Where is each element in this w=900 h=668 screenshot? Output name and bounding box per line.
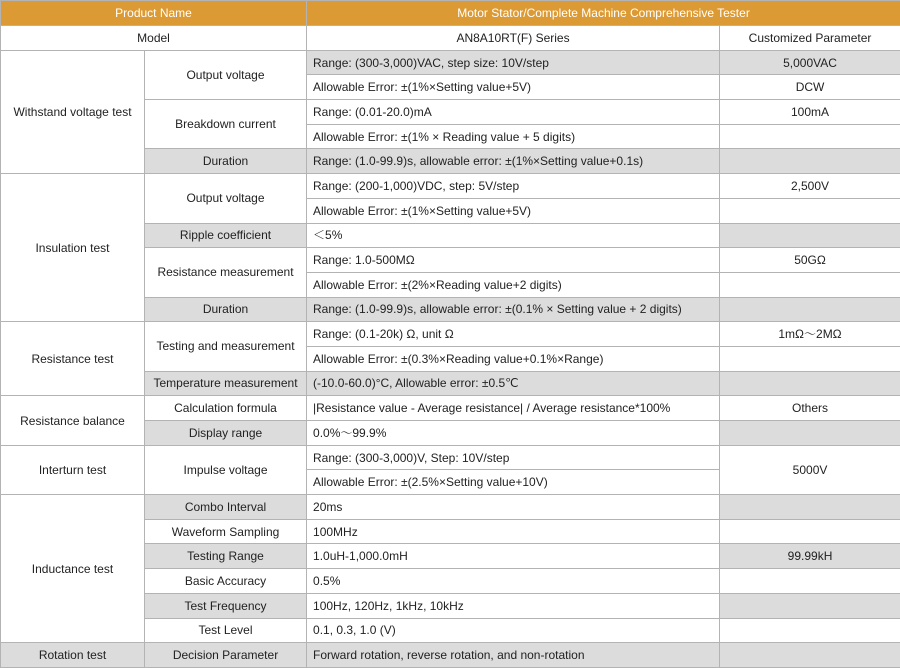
empty-cell — [720, 643, 900, 668]
inductance-label: Waveform Sampling — [145, 519, 307, 544]
empty-cell — [720, 371, 900, 396]
table-row — [1, 495, 900, 520]
withstand-output-voltage: Output voltage — [145, 50, 307, 99]
withstand-duration: Duration — [145, 149, 307, 174]
balance-category: Resistance balance — [1, 396, 145, 445]
resistance-tm-custom: 1mΩ～2MΩ — [720, 322, 900, 347]
withstand-bd-custom: 100mA — [720, 100, 900, 125]
inductance-label: Basic Accuracy — [145, 569, 307, 594]
empty-cell — [720, 421, 900, 446]
table-row — [1, 322, 900, 347]
insulation-ov-range: Range: (200-1,000)VDC, step: 5V/step — [307, 174, 720, 199]
interturn-iv-error: Allowable Error: ±(2.5%×Setting value+10V) — [307, 470, 720, 495]
resistance-testing: Testing and measurement — [145, 322, 307, 371]
balance-formula-value: |Resistance value - Average resistance| / Average resistance*100% — [307, 396, 720, 421]
insulation-res-custom: 50GΩ — [720, 248, 900, 273]
insulation-ripple-value: ＜5% — [307, 223, 720, 248]
product-name-value: Motor Stator/Complete Machine Comprehensive Tester — [307, 1, 900, 26]
withstand-duration-value: Range: (1.0-99.9)s, allowable error: ±(1%×Setting value+0.1s) — [307, 149, 720, 174]
rotation-category: Rotation test — [1, 643, 145, 668]
insulation-resistance: Resistance measurement — [145, 248, 307, 297]
model-value: AN8A10RT(F) Series — [307, 26, 720, 51]
interturn-iv-range: Range: (300-3,000)V, Step: 10V/step — [307, 445, 720, 470]
resistance-temperature-value: (-10.0-60.0)°C, Allowable error: ±0.5℃ — [307, 371, 720, 396]
withstand-ov-error: Allowable Error: ±(1%×Setting value+5V) — [307, 75, 720, 100]
empty-cell — [720, 272, 900, 297]
table-row — [1, 643, 900, 668]
model-row — [1, 26, 900, 51]
empty-cell — [720, 297, 900, 322]
insulation-duration-value: Range: (1.0-99.9)s, allowable error: ±(0.1% × Setting value + 2 digits) — [307, 297, 720, 322]
inductance-custom: 99.99kH — [720, 544, 900, 569]
withstand-ov-custom2: DCW — [720, 75, 900, 100]
empty-cell — [720, 346, 900, 371]
product-name-label: Product Name — [1, 1, 307, 26]
insulation-duration: Duration — [145, 297, 307, 322]
customized-parameter-header: Customized Parameter — [720, 26, 900, 51]
insulation-output-voltage: Output voltage — [145, 174, 307, 223]
model-label: Model — [1, 26, 307, 51]
withstand-bd-error: Allowable Error: ±(1% × Reading value + 5 digits) — [307, 124, 720, 149]
empty-cell — [720, 149, 900, 174]
inductance-label: Combo Interval — [145, 495, 307, 520]
insulation-ov-custom: 2,500V — [720, 174, 900, 199]
insulation-category: Insulation test — [1, 174, 145, 322]
insulation-ripple: Ripple coefficient — [145, 223, 307, 248]
balance-custom: Others — [720, 396, 900, 421]
insulation-res-error: Allowable Error: ±(2%×Reading value+2 digits) — [307, 272, 720, 297]
inductance-label: Testing Range — [145, 544, 307, 569]
rotation-decision: Decision Parameter — [145, 643, 307, 668]
resistance-category: Resistance test — [1, 322, 145, 396]
empty-cell — [720, 198, 900, 223]
empty-cell — [720, 569, 900, 594]
withstand-ov-custom1: 5,000VAC — [720, 50, 900, 75]
withstand-bd-range: Range: (0.01-20.0)mA — [307, 100, 720, 125]
resistance-tm-range: Range: (0.1-20k) Ω, unit Ω — [307, 322, 720, 347]
resistance-temperature: Temperature measurement — [145, 371, 307, 396]
inductance-value: 1.0uH-1,000.0mH — [307, 544, 720, 569]
empty-cell — [720, 124, 900, 149]
rotation-decision-value: Forward rotation, reverse rotation, and non-rotation — [307, 643, 720, 668]
interturn-impulse: Impulse voltage — [145, 445, 307, 494]
empty-cell — [720, 519, 900, 544]
withstand-category: Withstand voltage test — [1, 50, 145, 173]
table-row — [1, 174, 900, 199]
balance-display: Display range — [145, 421, 307, 446]
interturn-custom: 5000V — [720, 445, 900, 494]
balance-formula: Calculation formula — [145, 396, 307, 421]
withstand-breakdown: Breakdown current — [145, 100, 307, 149]
interturn-category: Interturn test — [1, 445, 145, 494]
resistance-tm-error: Allowable Error: ±(0.3%×Reading value+0.1%×Range) — [307, 346, 720, 371]
inductance-value: 0.5% — [307, 569, 720, 594]
balance-display-value: 0.0%～99.9% — [307, 421, 720, 446]
insulation-res-range: Range: 1.0-500MΩ — [307, 248, 720, 273]
table-row — [1, 396, 900, 421]
inductance-label: Test Frequency — [145, 593, 307, 618]
inductance-value: 0.1, 0.3, 1.0 (V) — [307, 618, 720, 643]
withstand-ov-range: Range: (300-3,000)VAC, step size: 10V/step — [307, 50, 720, 75]
table-row — [1, 445, 900, 470]
inductance-category: Inductance test — [1, 495, 145, 643]
inductance-value: 100Hz, 120Hz, 1kHz, 10kHz — [307, 593, 720, 618]
empty-cell — [720, 223, 900, 248]
inductance-value: 20ms — [307, 495, 720, 520]
inductance-label: Test Level — [145, 618, 307, 643]
table-row — [1, 50, 900, 75]
empty-cell — [720, 593, 900, 618]
header-row — [1, 1, 900, 26]
empty-cell — [720, 618, 900, 643]
empty-cell — [720, 495, 900, 520]
insulation-ov-error: Allowable Error: ±(1%×Setting value+5V) — [307, 198, 720, 223]
inductance-value: 100MHz — [307, 519, 720, 544]
